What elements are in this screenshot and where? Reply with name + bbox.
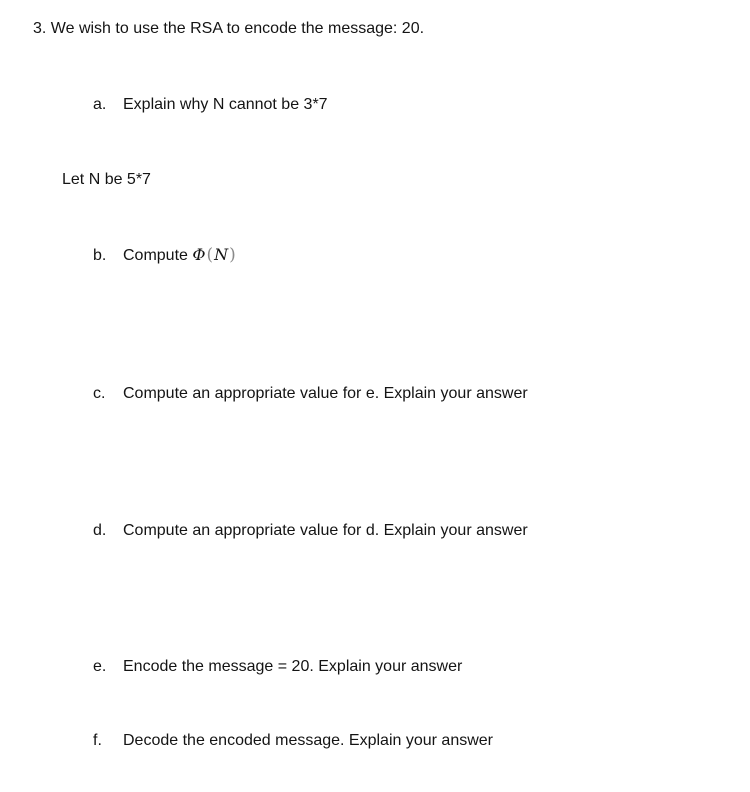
list-item-a: [93, 95, 328, 115]
math-variable: N: [214, 245, 229, 264]
phi-symbol: Φ: [192, 245, 206, 264]
intro-text: Let N be 5*7: [62, 171, 151, 188]
list-item-f: [93, 731, 493, 751]
list-item-c: [93, 384, 528, 404]
right-paren: ): [229, 245, 236, 265]
list-item-b: [93, 245, 237, 266]
item-marker: f.: [93, 732, 102, 749]
phi-of-n-expression: [192, 245, 236, 264]
item-marker: e.: [93, 658, 107, 675]
item-text: Compute an appropriate value for d. Explain your answer: [123, 522, 528, 539]
item-marker: b.: [93, 247, 107, 264]
item-marker: a.: [93, 96, 107, 113]
item-text: Compute an appropriate value for e. Explain your answer: [123, 385, 528, 402]
item-marker: d.: [93, 522, 107, 539]
list-item-e: [93, 657, 462, 677]
left-paren: (: [206, 245, 214, 265]
question-title: 3. We wish to use the RSA to encode the message: 20.: [33, 20, 425, 37]
item-text: Decode the encoded message. Explain your answer: [123, 732, 493, 749]
item-text: Encode the message = 20. Explain your answer: [123, 658, 463, 675]
item-text: Explain why N cannot be 3*7: [123, 96, 328, 113]
list-item-d: [93, 521, 528, 541]
item-text: Compute: [123, 247, 193, 264]
item-marker: c.: [93, 385, 106, 402]
